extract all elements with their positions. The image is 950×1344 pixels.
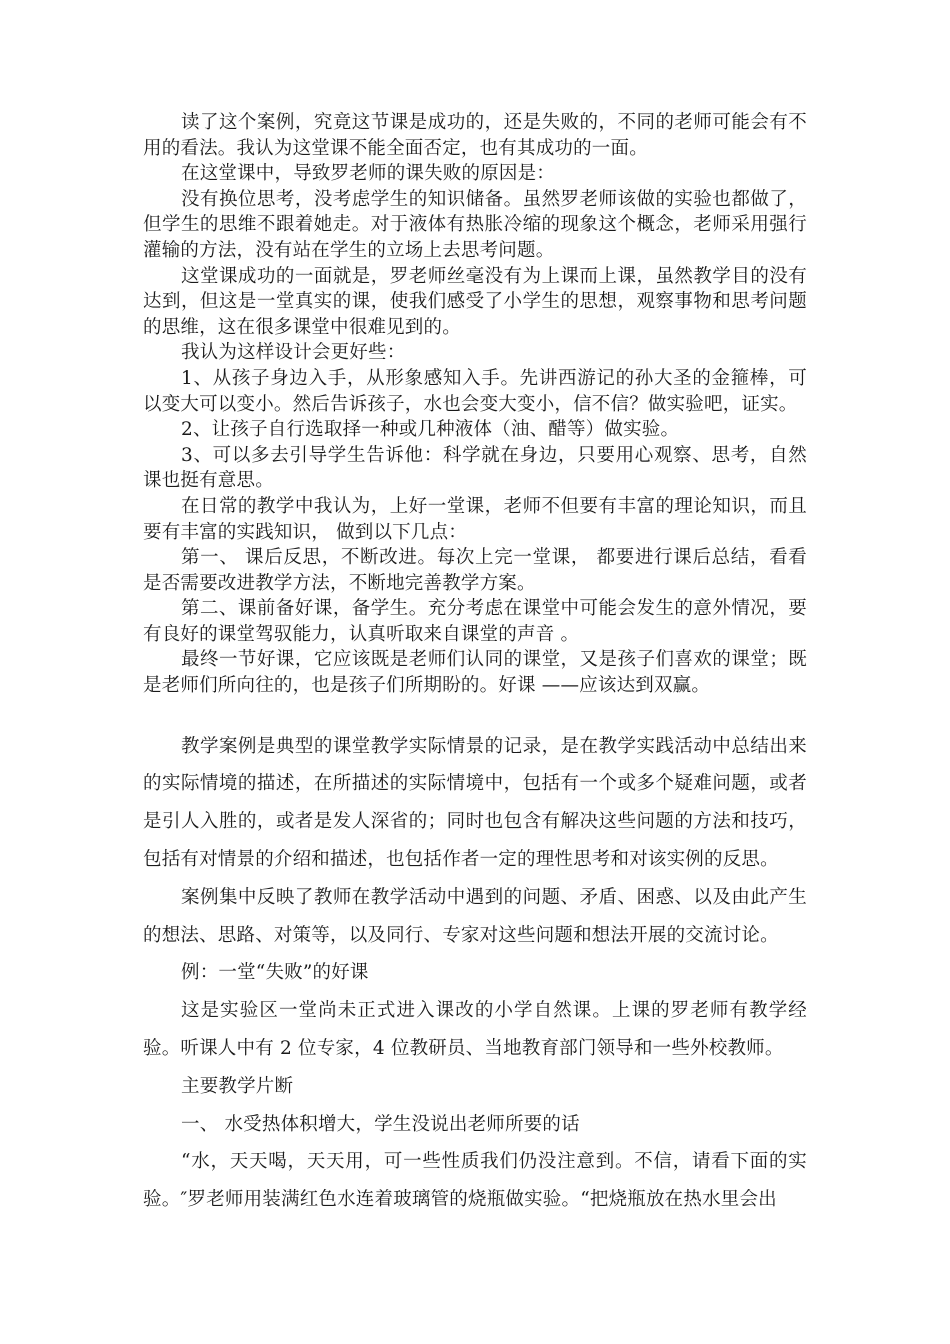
list-item: 1、从孩子身边入手，从形象感知入手。先讲西游记的孙大圣的金箍棒，可以变大可以变小。然后告诉孩子，水也会变大变小，信不信？做实验吧，证实。 xyxy=(143,367,807,415)
paragraph: 在这堂课中，导致罗老师的课失败的原因是： xyxy=(181,163,556,185)
section-gap xyxy=(143,699,807,728)
case-intro-section xyxy=(143,728,807,1219)
paragraph: 读了这个案例，究竟这节课是成功的，还是失败的，不同的老师可能会有不用的看法。我认为这堂课不能全面否定，也有其成功的一面。 xyxy=(143,112,807,159)
example-heading: 例：一堂“失败”的好课 xyxy=(181,962,369,984)
paragraph: 这堂课成功的一面就是，罗老师丝毫没有为上课而上课，虽然教学目的没有达到，但这是一堂真实的课，使我们感受了小学生的思想，观察事物和思考问题的思维，这在很多课堂中很难见到的。 xyxy=(143,265,807,338)
subheading: 一、 水受热体积增大，学生没说出老师所要的话 xyxy=(181,1113,580,1135)
paragraph: 最终一节好课，它应该既是老师们认同的课堂，又是孩子们喜欢的课堂；既是老师们所向往的，也是孩子们所期盼的。好课 ——应该达到双赢。 xyxy=(143,649,807,697)
paragraph: “水，天天喝，天天用，可一些性质我们仍没注意到。不信，请看下面的实验。″罗老师用装满红色水连着玻璃管的烧瓶做实验。“把烧瓶放在热水里会出 xyxy=(143,1151,807,1211)
document-page xyxy=(143,110,807,1219)
list-item: 3、可以多去引导学生告诉他：科学就在身边，只要用心观察、思考，自然课也挺有意思。 xyxy=(143,444,807,492)
list-item: 第二、课前备好课，备学生。充分考虑在课堂中可能会发生的意外情况，要有良好的课堂驾驭能力，认真听取来自课堂的声音 。 xyxy=(143,598,807,645)
paragraph: 我认为这样设计会更好些： xyxy=(181,342,406,364)
paragraph: 没有换位思考，没考虑学生的知识储备。虽然罗老师该做的实验也都做了，但学生的思维不跟着她走。对于液体有热胀冷缩的现象这个概念，老师采用强行灌输的方法，没有站在学生的立场上去思考问题。 xyxy=(143,188,807,261)
paragraph: 这是实验区一堂尚未正式进入课改的小学自然课。上课的罗老师有教学经验。听课人中有 2 位专家，4 位教研员、当地教育部门领导和一些外校教师。 xyxy=(143,1000,807,1060)
list-item: 2、让孩子自行选取择一种或几种液体（油、醋等）做实验。 xyxy=(181,419,680,441)
paragraph: 教学案例是典型的课堂教学实际情景的记录，是在教学实践活动中总结出来的实际情境的描述，在所描述的实际情境中，包括有一个或多个疑难问题，或者是引人入胜的，或者是发人深省的；同时也包含有解决这些问题的方法和技巧，包括有对情景的介绍和描述，也包括作者一定的理性思考和对该实例的反思。 xyxy=(143,735,807,871)
paragraph: 案例集中反映了教师在教学活动中遇到的问题、矛盾、困惑、以及由此产生的想法、思路、对策等，以及同行、专家对这些问题和想法开展的交流讨论。 xyxy=(143,886,807,946)
list-item: 第一、 课后反思，不断改进。每次上完一堂课， 都要进行课后总结，看看是否需要改进教学方法，不断地完善教学方案。 xyxy=(143,547,807,594)
reflection-section xyxy=(143,110,807,699)
paragraph: 在日常的教学中我认为，上好一堂课，老师不但要有丰富的理论知识，而且要有丰富的实践知识， 做到以下几点： xyxy=(143,495,807,543)
subheading: 主要教学片断 xyxy=(181,1075,294,1097)
